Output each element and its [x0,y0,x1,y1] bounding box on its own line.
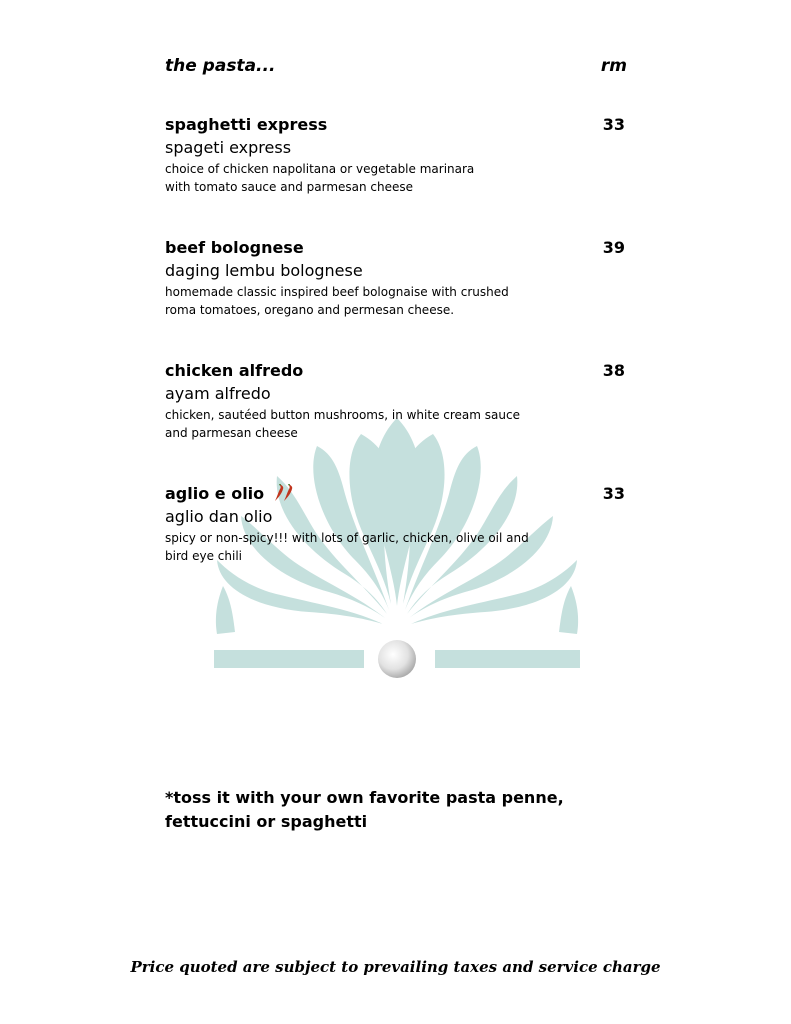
item-price: 33 [602,115,625,134]
item-local-name: ayam alfredo [165,384,271,403]
item-description: chicken, sautéed button mushrooms, in white cream sauce and parmesan cheese [165,408,520,440]
chili-pepper-icon [274,484,296,502]
menu-item [165,115,625,196]
menu-item [165,484,625,565]
menu-item [165,238,625,319]
item-local-name: daging lembu bolognese [165,261,363,280]
item-price: 39 [602,238,625,257]
item-price: 38 [602,361,625,380]
currency-label: rm [600,56,627,76]
pasta-choice-note: *toss it with your own favorite pasta penne, fettuccini or spaghetti [165,788,564,831]
item-description: homemade classic inspired beef bolognaise with crushed roma tomatoes, oregano and permesan cheese. [165,285,509,317]
item-name: spaghetti express [165,115,328,134]
price-disclaimer: Price quoted are subject to prevailing taxes and service charge [130,958,661,976]
item-local-name: aglio dan olio [165,507,273,526]
item-description: spicy or non-spicy!!! with lots of garlic, chicken, olive oil and bird eye chili [165,531,529,563]
item-name: chicken alfredo [165,361,304,380]
item-name: beef bolognese [165,238,304,257]
item-price: 33 [602,484,625,503]
item-name [165,484,296,503]
item-local-name: spageti express [165,138,292,157]
menu-item [165,361,625,442]
item-name-text: aglio e olio [165,484,265,503]
item-description: choice of chicken napolitana or vegetable marinara with tomato sauce and parmesan cheese [165,162,475,194]
menu-header [165,56,627,80]
section-title: the pasta... [165,56,276,76]
